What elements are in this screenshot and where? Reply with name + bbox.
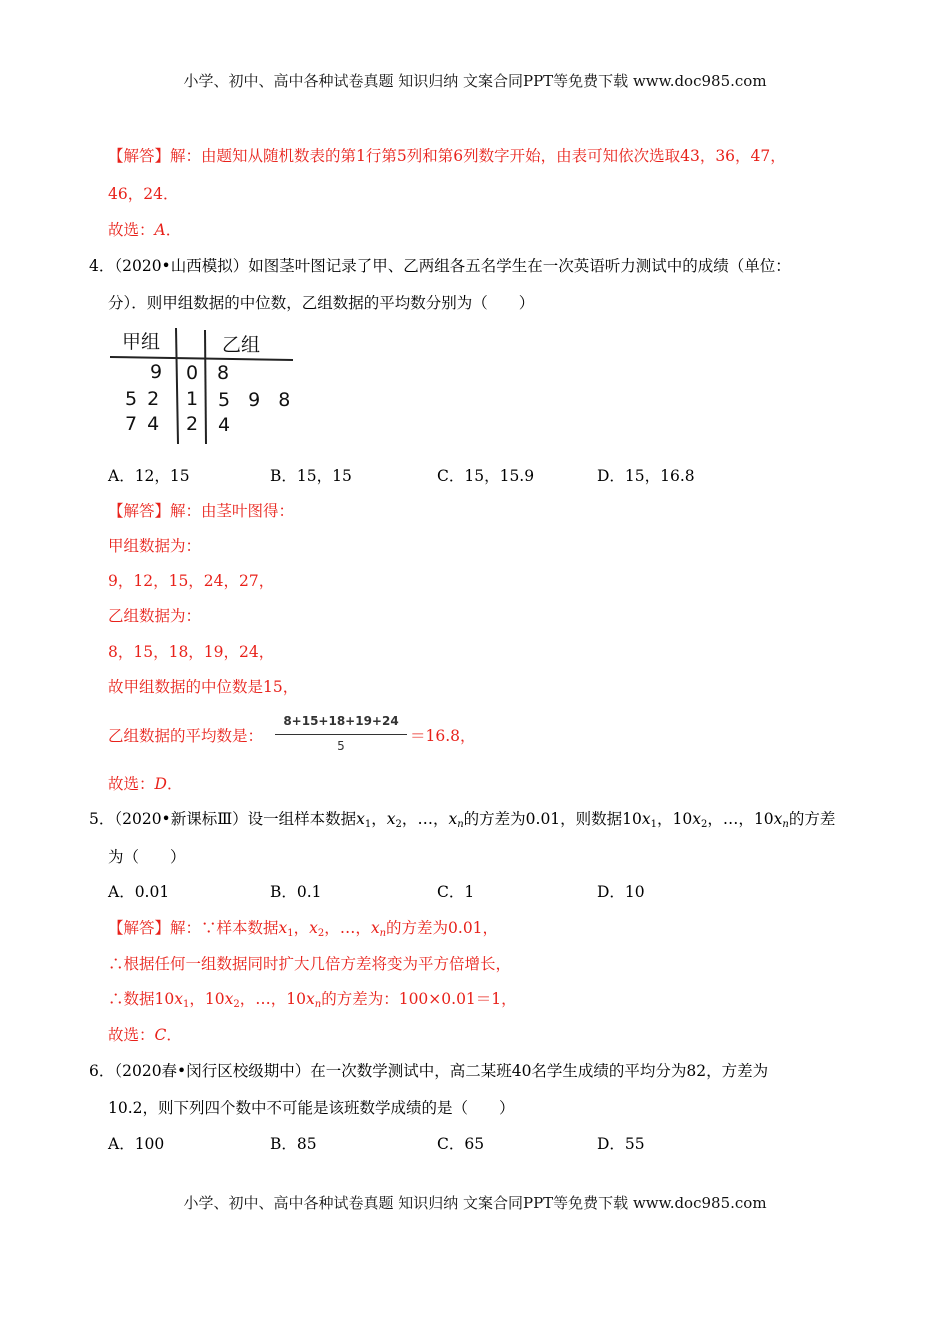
row-1-stem: 0 bbox=[186, 362, 199, 384]
q5-option-d: D．10 bbox=[597, 883, 645, 901]
q6-option-b: B．85 bbox=[270, 1135, 317, 1153]
q4-stem-line-1: 4．（2020•山西模拟）如图茎叶图记录了甲、乙两组各五名学生在一次英语听力测试中的成绩（单位： bbox=[89, 257, 791, 275]
sub-2: 2 bbox=[701, 819, 708, 830]
q5-solution-tag: 【解答】 bbox=[108, 919, 171, 937]
q5-answer-prefix: 故选： bbox=[108, 1026, 155, 1044]
q5-answer-letter: C bbox=[154, 1026, 167, 1044]
row-3-left-leaves: 7 4 bbox=[125, 413, 160, 435]
q6-option-c: C．65 bbox=[437, 1135, 485, 1153]
q4-solution-line-1 bbox=[108, 500, 294, 522]
q4-solution-line-4: 乙组数据为： bbox=[108, 607, 202, 625]
q5-solution-text-1a: 解：∵样本数据 bbox=[170, 919, 279, 937]
q5-answer bbox=[108, 1024, 182, 1046]
sub-n: n bbox=[457, 819, 464, 830]
q4-option-c: C．15，15.9 bbox=[437, 467, 535, 485]
page-header: 小学、初中、高中各种试卷真题 知识归纳 文案合同PPT等免费下载 www.doc985.com bbox=[183, 72, 767, 90]
q5-solution-text-1b: 的方差为0.01， bbox=[386, 919, 499, 937]
stem-leaf-plot bbox=[110, 326, 300, 446]
q4-solution-line-3: 9，12，15，24，27， bbox=[108, 572, 275, 590]
q4-stem-line-2: 分）．则甲组数据的中位数，乙组数据的平均数分别为（ ） bbox=[108, 294, 535, 312]
q4-solution-line-2: 甲组数据为： bbox=[108, 537, 202, 555]
q4-solution-line-7-prefix: 乙组数据的平均数是： bbox=[108, 727, 264, 745]
var-x: x bbox=[692, 810, 702, 828]
ellipsis: … bbox=[339, 919, 356, 937]
q6-option-a: A．100 bbox=[108, 1135, 165, 1153]
q5-solution-text-3b: 的方差为：100×0.01＝1， bbox=[321, 990, 517, 1008]
sub-n: n bbox=[782, 819, 789, 830]
var-x: x bbox=[309, 919, 318, 937]
var-x: x bbox=[306, 990, 315, 1008]
q3-solution-line-1 bbox=[108, 145, 786, 167]
q4-option-d: D．15，16.8 bbox=[597, 467, 695, 485]
var-x: x bbox=[448, 810, 458, 828]
sub-1: 1 bbox=[364, 819, 372, 830]
row-2-left-leaves: 5 2 bbox=[125, 388, 160, 410]
row-3-stem: 2 bbox=[186, 413, 199, 435]
q5-solution-line-1 bbox=[108, 917, 498, 939]
sub-n: n bbox=[379, 928, 387, 939]
comma: ， bbox=[355, 919, 371, 937]
q4-answer-letter: D bbox=[154, 775, 167, 793]
sub-n: n bbox=[314, 999, 322, 1010]
var-x: x bbox=[174, 990, 183, 1008]
q4-option-b: B．15，15 bbox=[270, 467, 352, 485]
ellipsis: … bbox=[417, 810, 433, 828]
fraction-denominator: 5 bbox=[337, 739, 345, 753]
q4-answer-suffix: ． bbox=[166, 775, 183, 793]
q3-answer-prefix: 故选： bbox=[108, 221, 155, 239]
comma: ， bbox=[293, 919, 310, 937]
row-3-right-leaves: 4 bbox=[218, 414, 231, 436]
q3-solution-tag: 【解答】 bbox=[108, 147, 171, 165]
q5-option-b: B．0.1 bbox=[270, 883, 322, 901]
q4-option-a: A．12，15 bbox=[108, 467, 190, 485]
q5-solution-line-2: ∴根据任何一组数据同时扩大几倍方差将变为平方倍增长， bbox=[108, 955, 512, 973]
sub-2: 2 bbox=[233, 999, 240, 1010]
group-b-header: 乙组 bbox=[222, 334, 261, 356]
q5-stem-line-2: 为（ ） bbox=[108, 848, 186, 866]
var-x: x bbox=[641, 810, 651, 828]
var-x: x bbox=[356, 810, 365, 828]
q6-stem-line-2: 10.2，则下列四个数中不可能是该班数学成绩的是（ ） bbox=[108, 1099, 515, 1117]
var-x: x bbox=[370, 919, 380, 937]
q5-answer-suffix: ． bbox=[166, 1026, 182, 1044]
comma: ， bbox=[401, 810, 418, 828]
coef-10: 10 bbox=[672, 810, 693, 828]
comma: ， bbox=[738, 810, 754, 828]
coef-10: 10 bbox=[286, 990, 306, 1008]
q5-stem-b: 的方差为0.01，则数据10 bbox=[463, 810, 642, 828]
q4-solution-text-1: 解：由茎叶图得： bbox=[170, 502, 295, 520]
q6-stem-line-1: 6．（2020春•闵行区校级期中）在一次数学测试中，高二某班40名学生成绩的平均分为82，方差为 bbox=[89, 1062, 769, 1080]
ellipsis: … bbox=[255, 990, 271, 1008]
comma: ， bbox=[189, 990, 205, 1008]
row-2-stem: 1 bbox=[186, 388, 199, 410]
mean-fraction bbox=[275, 714, 407, 758]
comma: ， bbox=[371, 810, 387, 828]
var-x: x bbox=[224, 990, 234, 1008]
var-x: x bbox=[386, 810, 396, 828]
stem-leaf-left-divider bbox=[176, 328, 178, 444]
sub-1: 1 bbox=[287, 928, 294, 939]
coef-10: 10 bbox=[204, 990, 225, 1008]
sub-1: 1 bbox=[182, 999, 190, 1010]
q4-solution-line-5: 8，15，18，19，24， bbox=[108, 643, 275, 661]
q5-stem-a: 5．（2020•新课标Ⅲ）设一组样本数据 bbox=[89, 810, 357, 828]
q3-answer-suffix: ． bbox=[165, 221, 182, 239]
comma: ， bbox=[432, 810, 449, 828]
comma: ， bbox=[239, 990, 256, 1008]
q6-option-d: D．55 bbox=[597, 1135, 645, 1153]
comma: ， bbox=[324, 919, 340, 937]
q5-solution-line-3 bbox=[108, 988, 517, 1010]
q5-option-a: A．0.01 bbox=[108, 883, 170, 901]
sub-2: 2 bbox=[395, 819, 402, 830]
page-footer: 小学、初中、高中各种试卷真题 知识归纳 文案合同PPT等免费下载 www.doc985.com bbox=[183, 1194, 767, 1212]
q4-solution-tag: 【解答】 bbox=[108, 502, 171, 520]
sub-2: 2 bbox=[317, 928, 325, 939]
q4-answer bbox=[108, 773, 182, 795]
q3-solution-text-1: 解：由题知从随机数表的第1行第5列和第6列数字开始，由表可知依次选取43，36，47， bbox=[170, 147, 786, 165]
group-a-header: 甲组 bbox=[122, 331, 161, 353]
var-x: x bbox=[278, 919, 288, 937]
row-1-left-leaves: 9 bbox=[150, 361, 163, 383]
fraction-numerator: 8+15+18+19+24 bbox=[283, 714, 399, 728]
coef-10: 10 bbox=[753, 810, 774, 828]
fraction-bar bbox=[275, 734, 407, 735]
sub-1: 1 bbox=[650, 819, 658, 830]
stem-leaf-right-divider bbox=[205, 330, 206, 444]
comma: ， bbox=[707, 810, 723, 828]
comma: ， bbox=[270, 990, 287, 1008]
ellipsis: … bbox=[722, 810, 739, 828]
comma: ， bbox=[657, 810, 673, 828]
var-x: x bbox=[773, 810, 783, 828]
q4-answer-prefix: 故选： bbox=[108, 775, 155, 793]
q5-solution-text-3a: ∴数据10 bbox=[108, 990, 175, 1008]
q5-stem-line-1 bbox=[89, 808, 835, 830]
q4-solution-line-6: 故甲组数据的中位数是15， bbox=[108, 678, 299, 696]
q5-option-c: C．1 bbox=[437, 883, 475, 901]
q3-solution-line-2: 46，24． bbox=[108, 185, 179, 203]
q3-answer bbox=[108, 219, 181, 241]
q3-answer-letter: A bbox=[154, 221, 166, 239]
stem-leaf-header-rule bbox=[110, 357, 293, 360]
q4-solution-line-7-suffix: ＝16.8， bbox=[410, 727, 476, 745]
q5-stem-c: 的方差 bbox=[788, 810, 836, 828]
row-1-right-leaves: 8 bbox=[217, 362, 230, 384]
row-2-right-leaves: 5 9 8 bbox=[218, 389, 291, 411]
